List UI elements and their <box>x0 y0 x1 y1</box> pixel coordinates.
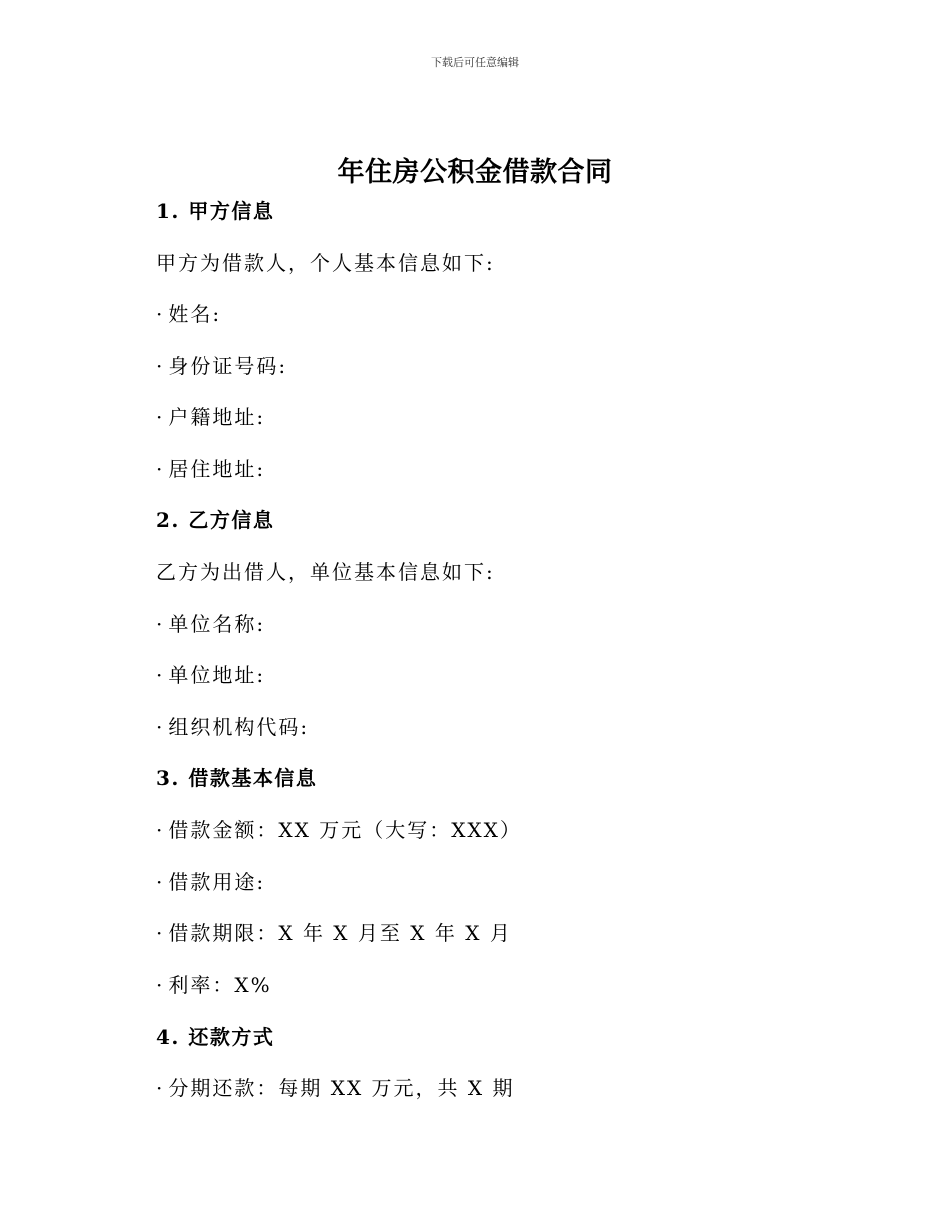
bullet-item <box>156 870 265 894</box>
section-intro: 乙方为出借人，单位基本信息如下: <box>156 560 495 584</box>
bullet-item <box>156 818 522 842</box>
bullet-item <box>156 612 265 636</box>
bullet-item <box>156 715 309 739</box>
bullet-text: 单位名称: <box>168 612 266 636</box>
bullet-text: 单位地址: <box>168 663 266 687</box>
bullet-item <box>156 302 221 326</box>
bullet-item <box>156 457 265 481</box>
bullet-text: 利率：X% <box>168 973 272 997</box>
bullet-text: 借款期限：X 年 X 月至 X 年 X 月 <box>168 921 512 945</box>
bullet-dot: · <box>156 302 165 326</box>
bullet-item <box>156 354 287 378</box>
section-heading: 2. 乙方信息 <box>156 508 275 532</box>
bullet-item <box>156 1076 515 1100</box>
bullet-dot: · <box>156 715 165 739</box>
bullet-dot: · <box>156 973 165 997</box>
bullet-text: 分期还款：每期 XX 万元，共 X 期 <box>168 1076 515 1100</box>
document-title: 年住房公积金借款合同 <box>337 157 613 188</box>
bullet-dot: · <box>156 405 165 429</box>
bullet-dot: · <box>156 354 165 378</box>
section-heading: 3. 借款基本信息 <box>156 766 318 790</box>
bullet-dot: · <box>156 921 165 945</box>
bullet-text: 借款金额：XX 万元（大写：XXX） <box>168 818 522 842</box>
bullet-text: 户籍地址: <box>168 405 266 429</box>
section-heading: 4. 还款方式 <box>156 1025 275 1049</box>
bullet-text: 借款用途: <box>168 870 266 894</box>
bullet-text: 居住地址: <box>168 457 266 481</box>
bullet-dot: · <box>156 1076 165 1100</box>
bullet-item <box>156 973 272 997</box>
bullet-item <box>156 663 265 687</box>
section-heading: 1. 甲方信息 <box>156 199 275 223</box>
bullet-text: 组织机构代码: <box>168 715 310 739</box>
bullet-text: 姓名: <box>168 302 222 326</box>
bullet-item <box>156 921 512 945</box>
bullet-dot: · <box>156 818 165 842</box>
bullet-dot: · <box>156 870 165 894</box>
bullet-item <box>156 405 265 429</box>
header-note: 下载后可任意编辑 <box>431 56 519 69</box>
bullet-dot: · <box>156 457 165 481</box>
bullet-dot: · <box>156 663 165 687</box>
section-intro: 甲方为借款人，个人基本信息如下: <box>156 251 495 275</box>
bullet-dot: · <box>156 612 165 636</box>
bullet-text: 身份证号码: <box>168 354 288 378</box>
